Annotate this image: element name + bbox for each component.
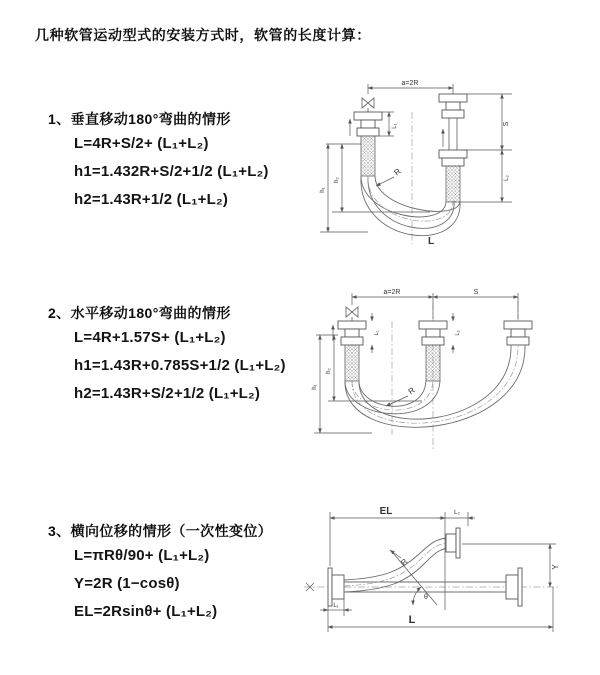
- dim-l1: [372, 313, 380, 353]
- dim-h2: [316, 335, 422, 401]
- right-connector-lower: [439, 150, 467, 202]
- formula-h1: h1=1.43R+0.785S+1/2 (L₁+L₂): [74, 357, 286, 374]
- dim-l2-label: L₂: [454, 510, 460, 516]
- right-connector: [506, 568, 522, 606]
- formula-h2: h2=1.43R+1/2 (L₁+L₂): [74, 191, 229, 208]
- dim-el-label: EL: [379, 506, 393, 517]
- dim-l2-label: L₂: [504, 175, 510, 181]
- hose-u-curves: [361, 176, 460, 236]
- diagram-3-svg: [298, 492, 600, 642]
- left-connector: [338, 321, 366, 381]
- formula-l: L=4R+S/2+ (L₁+L₂): [74, 135, 209, 152]
- braided-hose: [446, 166, 460, 202]
- radius-label: R: [392, 166, 403, 178]
- radius-label: R: [406, 385, 417, 397]
- dim-l2: [438, 510, 475, 526]
- dim-h2-label: h₂: [326, 368, 332, 374]
- dim-l2: [502, 150, 510, 202]
- section-3-heading: 3、横向位移的情形（一次性变位）: [48, 523, 273, 539]
- dim-y-label: Y: [551, 564, 560, 570]
- dim-l-label: L: [408, 614, 416, 626]
- dim-l2: [453, 313, 461, 353]
- diagram-2-svg: [310, 283, 598, 463]
- dim-a2r-label: a=2R: [401, 80, 419, 87]
- dim-s-label: S: [473, 289, 479, 296]
- dim-l1: [320, 599, 352, 616]
- page-title: 几种软管运动型式的安装方式时，软管的长度计算：: [35, 27, 371, 43]
- angle-construction: [393, 553, 437, 605]
- dim-l1-label: L₁: [333, 603, 339, 609]
- radius-callout: [376, 167, 403, 186]
- displaced-hose: [344, 538, 451, 592]
- upper-connector-moved: [446, 528, 460, 558]
- right-connector-moved: [504, 321, 532, 345]
- valve-icon: [346, 307, 358, 321]
- formula-h2: h2=1.43R+S/2+1/2 (L₁+L₂): [74, 385, 261, 402]
- middle-connector: [419, 321, 447, 381]
- braided-hose: [426, 345, 440, 381]
- dim-s: [433, 289, 518, 297]
- dim-s: [460, 94, 512, 202]
- formula-y: Y=2R (1−cosθ): [74, 575, 180, 592]
- formula-l: L=πRθ/90+ (L₁+L₂): [74, 547, 210, 564]
- section-vertical-movement: [48, 109, 318, 208]
- dim-a2r: [352, 289, 518, 319]
- dim-h1: [312, 335, 372, 433]
- centerlines: [392, 301, 518, 451]
- formula-el: EL=2Rsinθ+ (L₁+L₂): [74, 603, 218, 620]
- dim-l1-label: L₁: [374, 330, 380, 336]
- diagram-1-svg: [312, 72, 598, 260]
- dim-a2r: [368, 80, 453, 94]
- left-connector: [328, 568, 344, 606]
- diagram-lateral-displacement: [298, 492, 600, 642]
- dim-h2: [326, 144, 430, 212]
- dim-l2-label: L₂: [455, 330, 461, 336]
- dim-h2-label: h₂: [334, 177, 340, 183]
- diagram-vertical-180-bend: [312, 72, 598, 260]
- length-label: L: [427, 236, 435, 247]
- section-1-heading: 1、垂直移动180°弯曲的情形: [48, 111, 231, 127]
- dim-l1-label: L₁: [392, 123, 398, 129]
- braided-hose: [361, 136, 375, 176]
- section-lateral-displacement: [48, 521, 318, 620]
- diagram-horizontal-180-bend: [310, 283, 598, 463]
- formula-h1: h1=1.432R+S/2+1/2 (L₁+L₂): [74, 163, 269, 180]
- valve-icon: [362, 98, 374, 112]
- dim-s-label: S: [503, 121, 510, 127]
- section-2-heading: 2、水平移动180°弯曲的情形: [48, 305, 231, 321]
- formula-l: L=4R+1.57S+ (L₁+L₂): [74, 329, 226, 346]
- dim-a2r-label: a=2R: [383, 289, 401, 296]
- braided-hose: [345, 345, 359, 381]
- radius-callout: [390, 550, 410, 567]
- angle-theta-label: θ: [424, 594, 428, 601]
- dim-h1-label: h₁: [312, 384, 318, 390]
- dim-h1-label: h₁: [320, 187, 326, 193]
- section-horizontal-movement: [48, 303, 318, 402]
- radius-label: R: [399, 557, 410, 568]
